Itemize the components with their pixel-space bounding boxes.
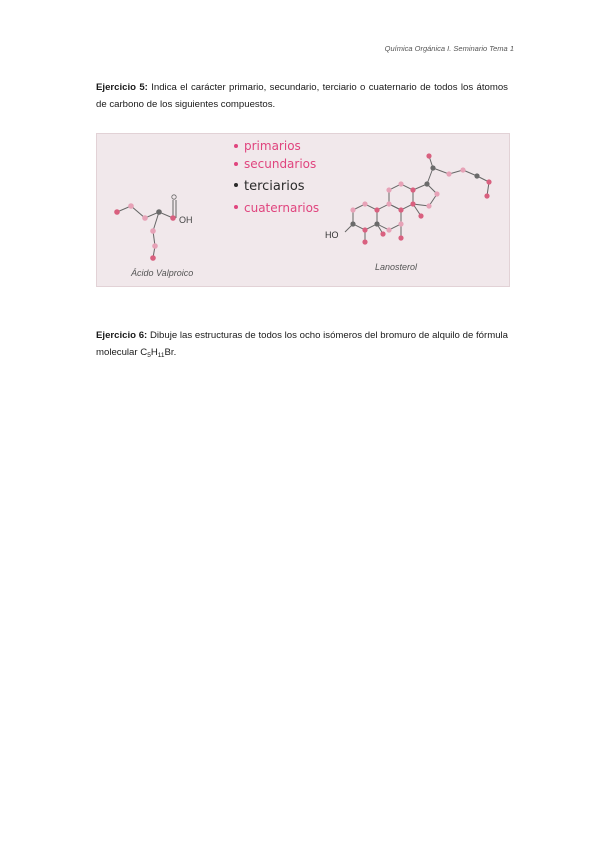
lanosterol-name: Lanosterol — [375, 262, 418, 272]
legend — [234, 139, 319, 215]
legend-dot-secondary — [234, 162, 238, 166]
exercise-5-label: Ejercicio 5: — [96, 82, 148, 93]
legend-dot-primary — [234, 144, 238, 148]
exercise-6-label: Ejercicio 6: — [96, 330, 148, 341]
exercise-5 — [96, 79, 508, 113]
lanosterol-ho: HO — [325, 230, 339, 240]
valproic-acid-atoms — [114, 195, 176, 261]
lanosterol-atoms — [350, 153, 491, 244]
legend-quaternary-label: cuaternarios — [244, 201, 320, 215]
valproic-acid-oh: OH — [179, 215, 193, 225]
chemistry-figure — [96, 133, 510, 287]
legend-dot-quaternary — [234, 205, 238, 209]
legend-primary-label: primarios — [244, 139, 301, 153]
page-header: Química Orgánica I. Seminario Tema 1 — [384, 44, 514, 53]
exercise-6-text: Dibuje las estructuras de todos los ocho isómeros del bromuro de alquilo de fórmula molecular C — [96, 330, 508, 358]
exercise-5-text: Indica el carácter primario, secundario, terciario o cuaternario de todos los átomos de carbono de los siguientes compuestos. — [96, 82, 508, 110]
legend-dot-tertiary — [234, 183, 238, 187]
formula-br: Br. — [164, 347, 177, 358]
legend-secondary-label: secundarios — [244, 157, 317, 171]
formula-h: H — [150, 347, 158, 358]
figure-svg — [97, 134, 509, 286]
valproic-acid-name: Ácido Valproico — [131, 268, 194, 278]
legend-tertiary-label: terciarios — [244, 179, 305, 194]
formula-sub-11: 11 — [157, 352, 165, 359]
valproic-acid-structure — [117, 200, 176, 258]
formula-sub-5: 5 — [147, 352, 151, 359]
exercise-6 — [96, 327, 508, 364]
